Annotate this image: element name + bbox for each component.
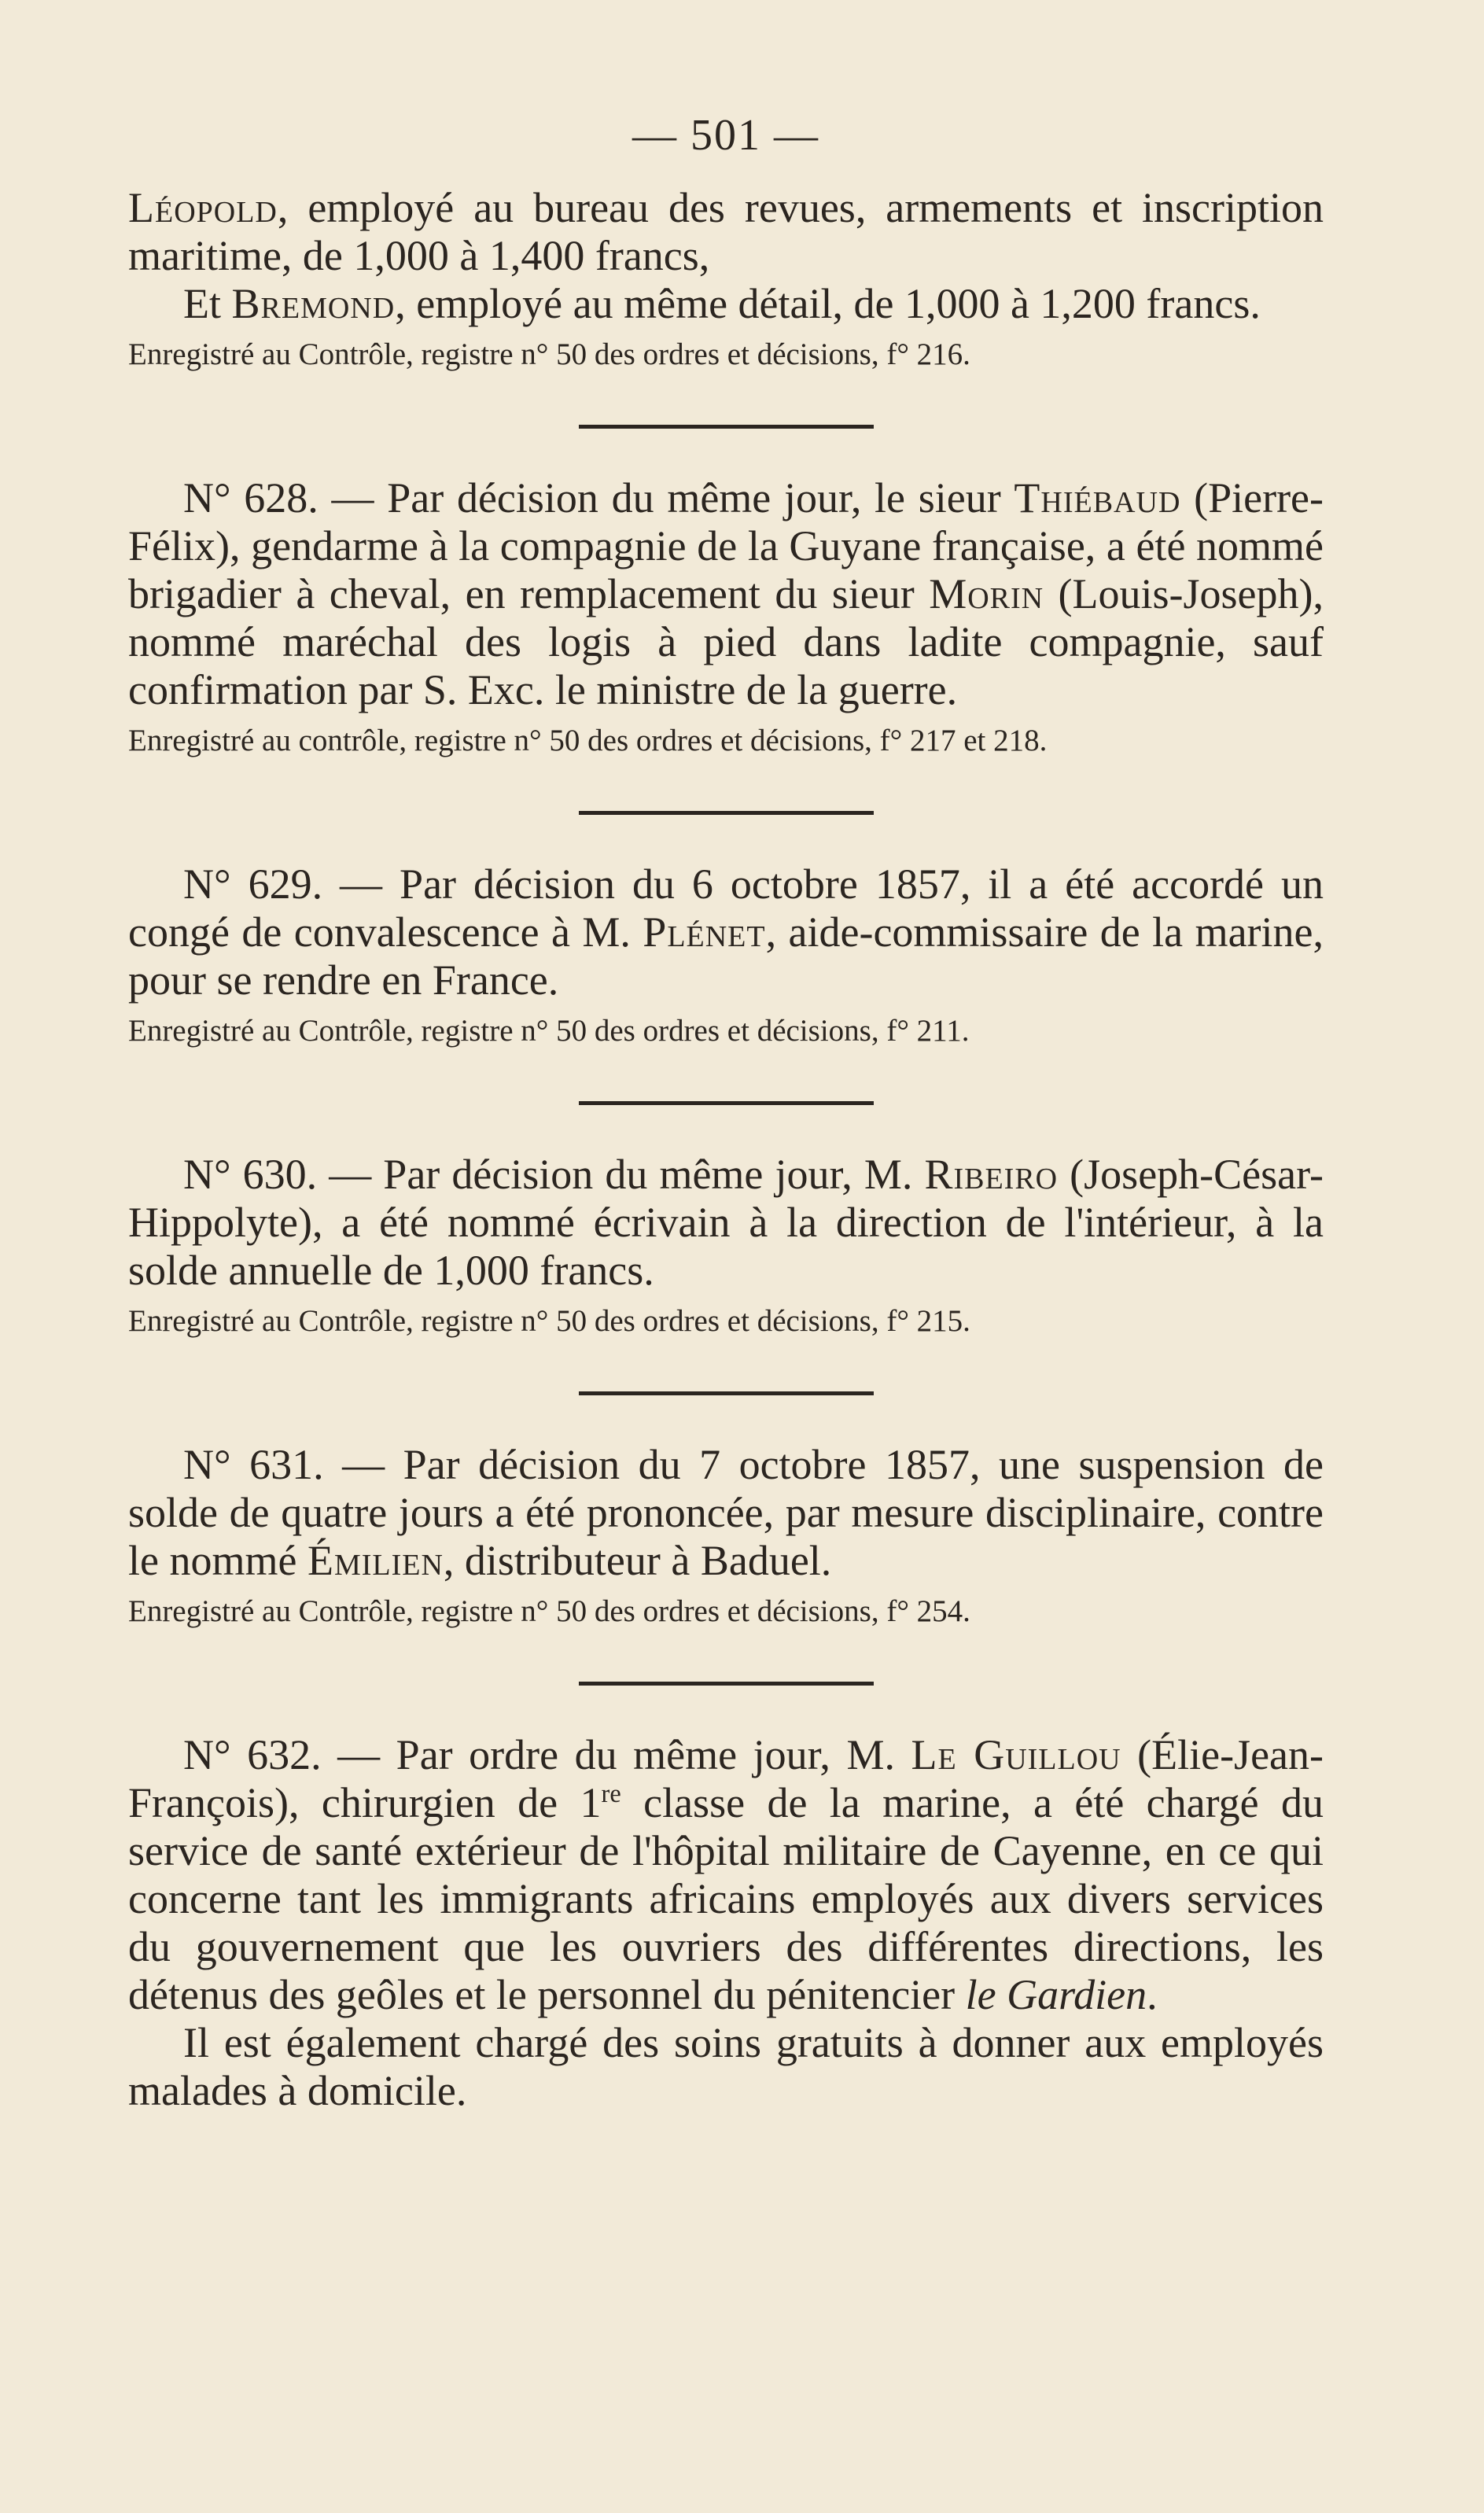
- paragraph-630: N° 630. — Par décision du même jour, M. Ribeiro (Joseph-César-Hippolyte), a été nommé écrivain à la direction de l'intérieur, à la solde annuelle de 1,000 francs.: [128, 1151, 1324, 1294]
- registration-note: Enregistré au Contrôle, registre n° 50 des ordres et décisions, f° 254.: [128, 1594, 970, 1628]
- paragraph-629: N° 629. — Par décision du 6 octobre 1857, il a été accordé un congé de convalescence à M. Plénet, aide-commissaire de la marine, pour se rendre en France.: [128, 860, 1324, 1004]
- separator-rule: [579, 1682, 874, 1686]
- paragraph-bremond: Et Bremond, employé au même détail, de 1,000 à 1,200 francs.: [183, 280, 1261, 327]
- separator-rule: [579, 425, 874, 429]
- paragraph-632: N° 632. — Par ordre du même jour, M. Le Guillou (Élie-Jean-François), chirurgien de 1re classe de la marine, a été chargé du service de santé extérieur de l'hôpital militaire de Cayenne, en ce qui concerne tant les immigrants africains employés aux divers services du gouvernement que les ouvriers des différentes directions, les détenus des geôles et le personnel du pénitencier le Gardien.: [128, 1731, 1324, 2018]
- name-le-gardien: le Gardien: [965, 1971, 1147, 2018]
- separator-rule: [579, 1101, 874, 1105]
- registration-note: Enregistré au Contrôle, registre n° 50 des ordres et décisions, f° 216.: [128, 337, 970, 371]
- name-emilien: Émilien: [307, 1537, 444, 1584]
- name-leopold: Léopold: [128, 184, 278, 231]
- separator-rule: [579, 1391, 874, 1395]
- separator-rule: [579, 811, 874, 815]
- name-le-guillou: Le Guillou: [911, 1731, 1121, 1778]
- paragraph-628: N° 628. — Par décision du même jour, le sieur Thiébaud (Pierre-Félix), gendarme à la compagnie de la Guyane française, a été nommé brigadier à cheval, en remplacement du sieur Morin (Louis-Joseph), nommé maréchal des logis à pied dans ladite compagnie, sauf confirmation par S. Exc. le ministre de la guerre.: [128, 474, 1324, 713]
- name-ribeiro: Ribeiro: [924, 1151, 1059, 1198]
- paragraph-632-continued: Il est également chargé des soins gratuits à donner aux employés malades à domicile.: [128, 2019, 1324, 2114]
- registration-note: Enregistré au Contrôle, registre n° 50 des ordres et décisions, f° 211.: [128, 1014, 970, 1048]
- superscript-re: re: [601, 1780, 621, 1808]
- registration-note: Enregistré au Contrôle, registre n° 50 des ordres et décisions, f° 215.: [128, 1304, 970, 1338]
- name-morin: Morin: [929, 570, 1044, 617]
- page-number-header: — 501 —: [632, 111, 819, 160]
- paragraph-631: N° 631. — Par décision du 7 octobre 1857, une suspension de solde de quatre jours a été prononcée, par mesure disciplinaire, contre le nommé Émilien, distributeur à Baduel.: [128, 1441, 1324, 1584]
- name-thiebaud: Thiébaud: [1014, 474, 1181, 521]
- paragraph-leopold: Léopold, employé au bureau des revues, armements et inscription maritime, de 1,000 à 1,400 francs,: [128, 184, 1324, 279]
- text-column: [128, 110, 1324, 2115]
- name-plenet: Plénet: [643, 908, 766, 956]
- name-bremond: Bremond: [231, 280, 396, 327]
- registration-note: Enregistré au contrôle, registre n° 50 des ordres et décisions, f° 217 et 218.: [128, 724, 1048, 757]
